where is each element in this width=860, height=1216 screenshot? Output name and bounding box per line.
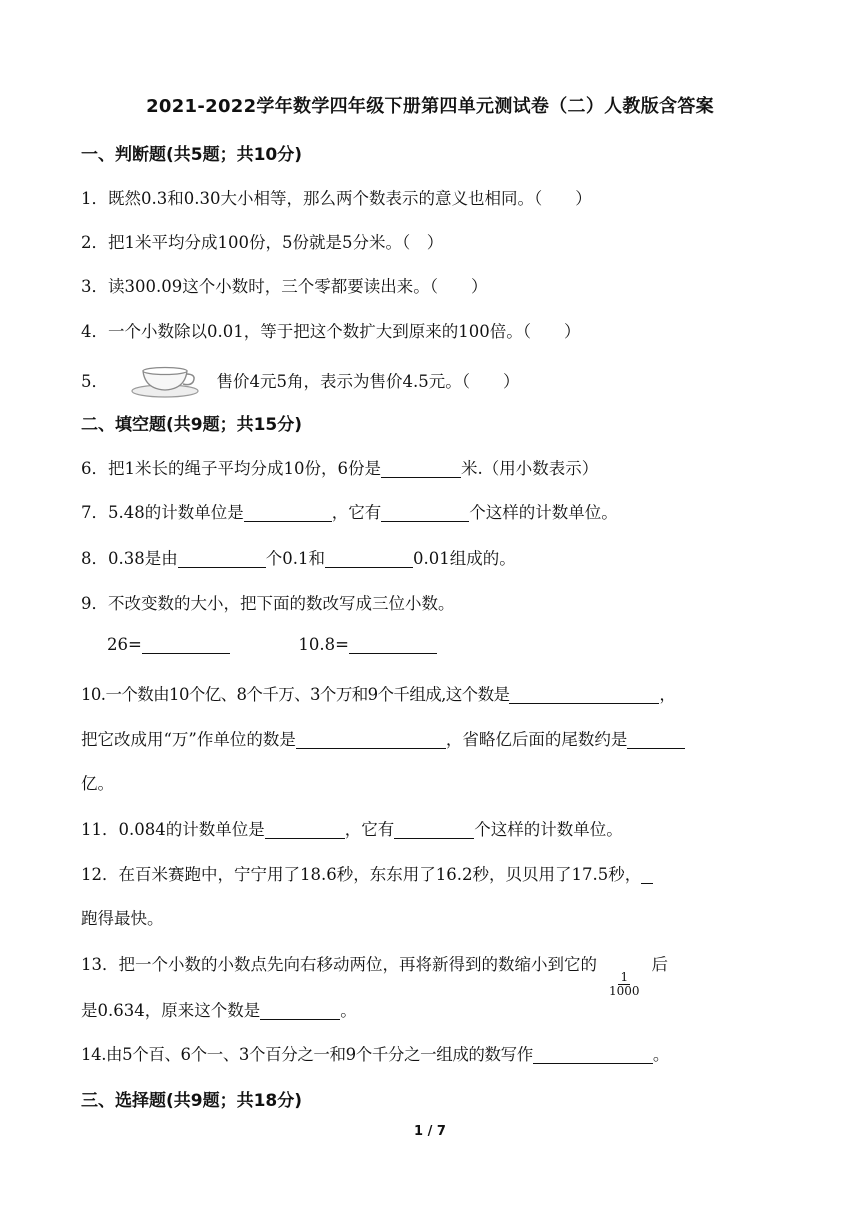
question-9-item-a: 26=	[107, 635, 142, 654]
question-7	[81, 499, 618, 523]
question-9-item-b: 10.8=	[298, 635, 349, 654]
section-heading-fill-blank: 二、填空题(共9题；共15分)	[81, 415, 303, 435]
question-10-text-a: 10.一个数由10个亿、8个千万、3个万和9个千组成,这个数是	[81, 685, 510, 704]
question-4: 4．一个小数除以0.01，等于把这个数扩大到原来的100倍。（ ）	[81, 322, 581, 341]
page-number: 1 / 7	[414, 1124, 446, 1139]
answer-blank[interactable]	[142, 635, 230, 654]
question-14	[81, 1041, 669, 1065]
answer-blank[interactable]	[244, 503, 332, 522]
fraction-denominator: 1000	[609, 984, 640, 998]
question-13-text-a: 13．把一个小数的小数点先向右移动两位，再将新得到的数缩小到它的	[81, 955, 597, 974]
question-6	[81, 455, 598, 479]
answer-blank[interactable]	[325, 549, 413, 568]
answer-blank[interactable]	[349, 635, 437, 654]
question-7-text-b: ，它有	[331, 503, 382, 522]
question-12-line-2: 跑得最快。	[81, 909, 164, 928]
question-9-items	[107, 635, 437, 654]
answer-blank[interactable]	[641, 865, 653, 884]
answer-blank[interactable]	[296, 730, 446, 749]
question-5-number: 5．	[81, 372, 108, 391]
question-6-text-a: 6．把1米长的绳子平均分成10份，6份是	[81, 459, 381, 478]
question-14-text-b: 。	[652, 1045, 669, 1064]
answer-blank[interactable]	[381, 459, 461, 478]
answer-blank[interactable]	[260, 1001, 340, 1020]
question-14-text-a: 14.由5个百、6个一、3个百分之一和9个千分之一组成的数写作	[81, 1045, 533, 1064]
question-5	[81, 363, 520, 399]
answer-blank[interactable]	[627, 730, 685, 749]
question-8-text-a: 8．0.38是由	[81, 549, 178, 568]
question-10-text-c: 把它改成用“万”作单位的数是	[81, 730, 296, 749]
teacup-image	[129, 363, 201, 399]
question-10	[81, 681, 675, 705]
answer-blank[interactable]	[178, 549, 266, 568]
page-title: 2021-2022学年数学四年级下册第四单元测试卷（二）人教版含答案	[146, 96, 714, 117]
question-2: 2．把1米平均分成100份，5份就是5分米。（ ）	[81, 233, 444, 252]
question-11-text-b: ，它有	[344, 820, 395, 839]
question-1: 1．既然0.3和0.30大小相等，那么两个数表示的意义也相同。（ ）	[81, 189, 592, 208]
question-13	[81, 951, 668, 998]
question-12-text-a: 12．在百米赛跑中，宁宁用了18.6秒，东东用了16.2秒，贝贝用了17.5秒，	[81, 865, 642, 884]
question-7-text-a: 7．5.48的计数单位是	[81, 503, 244, 522]
question-13-text-d: 。	[340, 1001, 357, 1020]
question-13-text-b: 后	[651, 955, 669, 974]
question-12	[81, 861, 653, 885]
question-13-line-2	[81, 997, 357, 1021]
question-10-line-2	[81, 726, 685, 750]
question-8-text-b: 个0.1和	[265, 549, 325, 568]
question-6-text-b: 米.（用小数表示）	[461, 459, 599, 478]
section-heading-multiple-choice: 三、选择题(共9题；共18分)	[81, 1091, 303, 1111]
answer-blank[interactable]	[533, 1045, 653, 1064]
question-3: 3．读300.09这个小数时，三个零都要读出来。（ ）	[81, 277, 488, 296]
answer-blank[interactable]	[509, 685, 659, 704]
question-11-text-a: 11．0.084的计数单位是	[81, 820, 265, 839]
question-8-text-c: 0.01组成的。	[413, 549, 516, 568]
question-5-text: 售价4元5角，表示为售价4.5元。（ ）	[216, 372, 520, 391]
question-10-line-3: 亿。	[81, 774, 114, 793]
fraction-numerator: 1	[620, 970, 629, 984]
question-8	[81, 545, 516, 569]
question-10-text-d: ，省略亿后面的尾数约是	[445, 730, 628, 749]
section-heading-judgement: 一、判断题(共5题；共10分)	[81, 145, 303, 165]
question-10-text-b: ，	[659, 685, 676, 704]
question-11	[81, 816, 623, 840]
answer-blank[interactable]	[381, 503, 469, 522]
question-11-text-c: 个这样的计数单位。	[474, 820, 623, 839]
question-13-text-c: 是0.634，原来这个数是	[81, 1001, 261, 1020]
question-7-text-c: 个这样的计数单位。	[469, 503, 618, 522]
answer-blank[interactable]	[394, 820, 474, 839]
question-9: 9．不改变数的大小，把下面的数改写成三位小数。	[81, 594, 455, 613]
fraction	[609, 971, 640, 998]
answer-blank[interactable]	[265, 820, 345, 839]
